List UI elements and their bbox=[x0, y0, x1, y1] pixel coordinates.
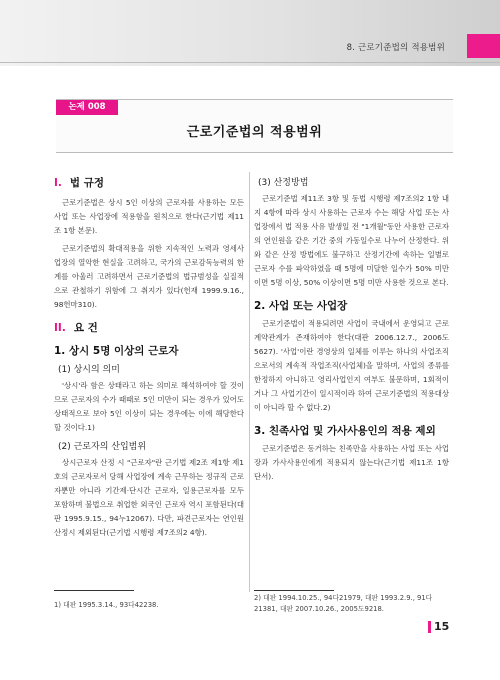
section-heading-1 bbox=[54, 175, 244, 190]
subheading-3: 3. 친족사업 및 가사사용인의 적용 제외 bbox=[254, 425, 436, 437]
subheading-1-1: (1) 상시의 의미 bbox=[58, 365, 120, 375]
footnote-2: 2) 대판 1994.10.25., 94다21979, 대판 1993.2.9., 91다21381, 대판 2007.10.26., 2005도9218. bbox=[254, 594, 433, 613]
footnote-rule-right bbox=[254, 590, 334, 591]
section-heading-2 bbox=[54, 320, 244, 335]
footnote-rule-left bbox=[54, 590, 134, 591]
subheading-2: 2. 사업 또는 사업장 bbox=[254, 300, 348, 312]
section-title-1: 법 규정 bbox=[69, 177, 104, 189]
subheading-1-2: (2) 근로자의 산입범위 bbox=[58, 442, 147, 452]
chapter-tab bbox=[467, 34, 500, 58]
paragraph-business: 근로기준법이 적용되려면 사업이 국내에서 운영되고 근로계약관계가 존재하여야 한다(대판 2006.12.7., 2006도5627). '사업'이란 경영상의 일체를 이루는 하나의 사업조직으로서의 계속적 작업조직(사업체)을 말하며, 사업의 종류를 한정하지 아니하고 영리사업인지 여부도 불문하며, 1회적이거나 그 사업기간이 일시적이라 하여 근로기준법의 적용대상이 아니라 할 수 없다.2) bbox=[254, 319, 449, 412]
paragraph-calculation: 근로기준법 제11조 3항 및 동법 시행령 제7조의2 1항 내지 4항에 따라 상시 사용하는 근로자 수는 해당 사업 또는 사업장에서 법 적용 사유 발생일 전 "1개월"동안 사용한 근로자의 연인원을 같은 기간 중의 가동일수로 나누어 산정한다. 위와 같은 산정 방법에도 불구하고 산정기간에 속하는 일별로 근로자 수를 파악하였을 때 5명에 미달한 일수가 50% 미만이면 5명 이상, 50% 이상이면 5명 미만 사용한 것으로 본다. bbox=[254, 194, 449, 287]
column-divider bbox=[249, 172, 250, 592]
subheading-1: 1. 상시 5명 이상의 근로자 bbox=[54, 345, 179, 357]
paragraph-exclusion: 근로기준법은 동거하는 친족만을 사용하는 사업 또는 사업장과 가사사용인에게 적용되지 않는다(근기법 제11조 1항 단서). bbox=[254, 444, 449, 481]
topic-title: 근로기준법의 적용범위 bbox=[186, 125, 323, 140]
subheading-1-3: (3) 산정방법 bbox=[258, 178, 309, 188]
page-number: 15 bbox=[434, 620, 450, 633]
section-number-1: I. bbox=[54, 176, 62, 189]
topic-badge: 논제 008 bbox=[56, 100, 118, 115]
paragraph-worker-scope: 상시근로자 산정 시 "근로자"란 근기법 제2조 제1항 제1호의 근로자로서 당해 사업장에 계속 근무하는 정규직 근로자뿐만 아니라 기간제·단시간 근로자, 일용근로자를 모두 포함하며 불법으로 취업한 외국인 근로자 역시 포함된다(대판 1995.9.15., 94누12067). 다만, 파견근로자는 연인원 산정시 제외된다(근기법 시행령 제7조의2 4항). bbox=[54, 458, 244, 537]
footnote-1: 1) 대판 1995.3.14., 93다42238. bbox=[54, 601, 159, 609]
section-title-2: 요 건 bbox=[73, 322, 98, 334]
chapter-title: 8. 근로기준법의 적용범위 bbox=[346, 43, 445, 53]
paragraph-regular-meaning: '상시'라 함은 상태라고 하는 의미로 해석하여야 할 것이므로 근로자의 수가 때때로 5인 미만이 되는 경우가 있어도 상태적으로 보아 5인 이상이 되는 경우에는 이에 해당한다 할 것이다.1) bbox=[54, 381, 244, 432]
topic-box bbox=[56, 99, 453, 153]
right-column bbox=[254, 175, 449, 488]
paragraph-law-2: 근로기준법의 확대적용을 위한 지속적인 노력과 영세사업장의 열악한 현실을 고려하고, 국가의 근로감독능력의 한계를 아울러 고려하면서 근로기준법의 법규범성을 실질적으로 관철하기 위함에 그 취지가 있다(헌재 1999.9.16., 98헌마310). bbox=[54, 244, 244, 309]
header-rule bbox=[0, 62, 500, 63]
section-number-2: II. bbox=[54, 321, 66, 334]
header-bar bbox=[0, 0, 500, 66]
paragraph-law-1: 근로기준법은 상시 5인 이상의 근로자를 사용하는 모든 사업 또는 사업장에 적용함을 원칙으로 한다(근기법 제11조 1항 본문). bbox=[54, 198, 244, 235]
page-number-marker bbox=[428, 621, 431, 633]
header-gradient bbox=[0, 0, 500, 66]
left-column bbox=[54, 175, 244, 544]
